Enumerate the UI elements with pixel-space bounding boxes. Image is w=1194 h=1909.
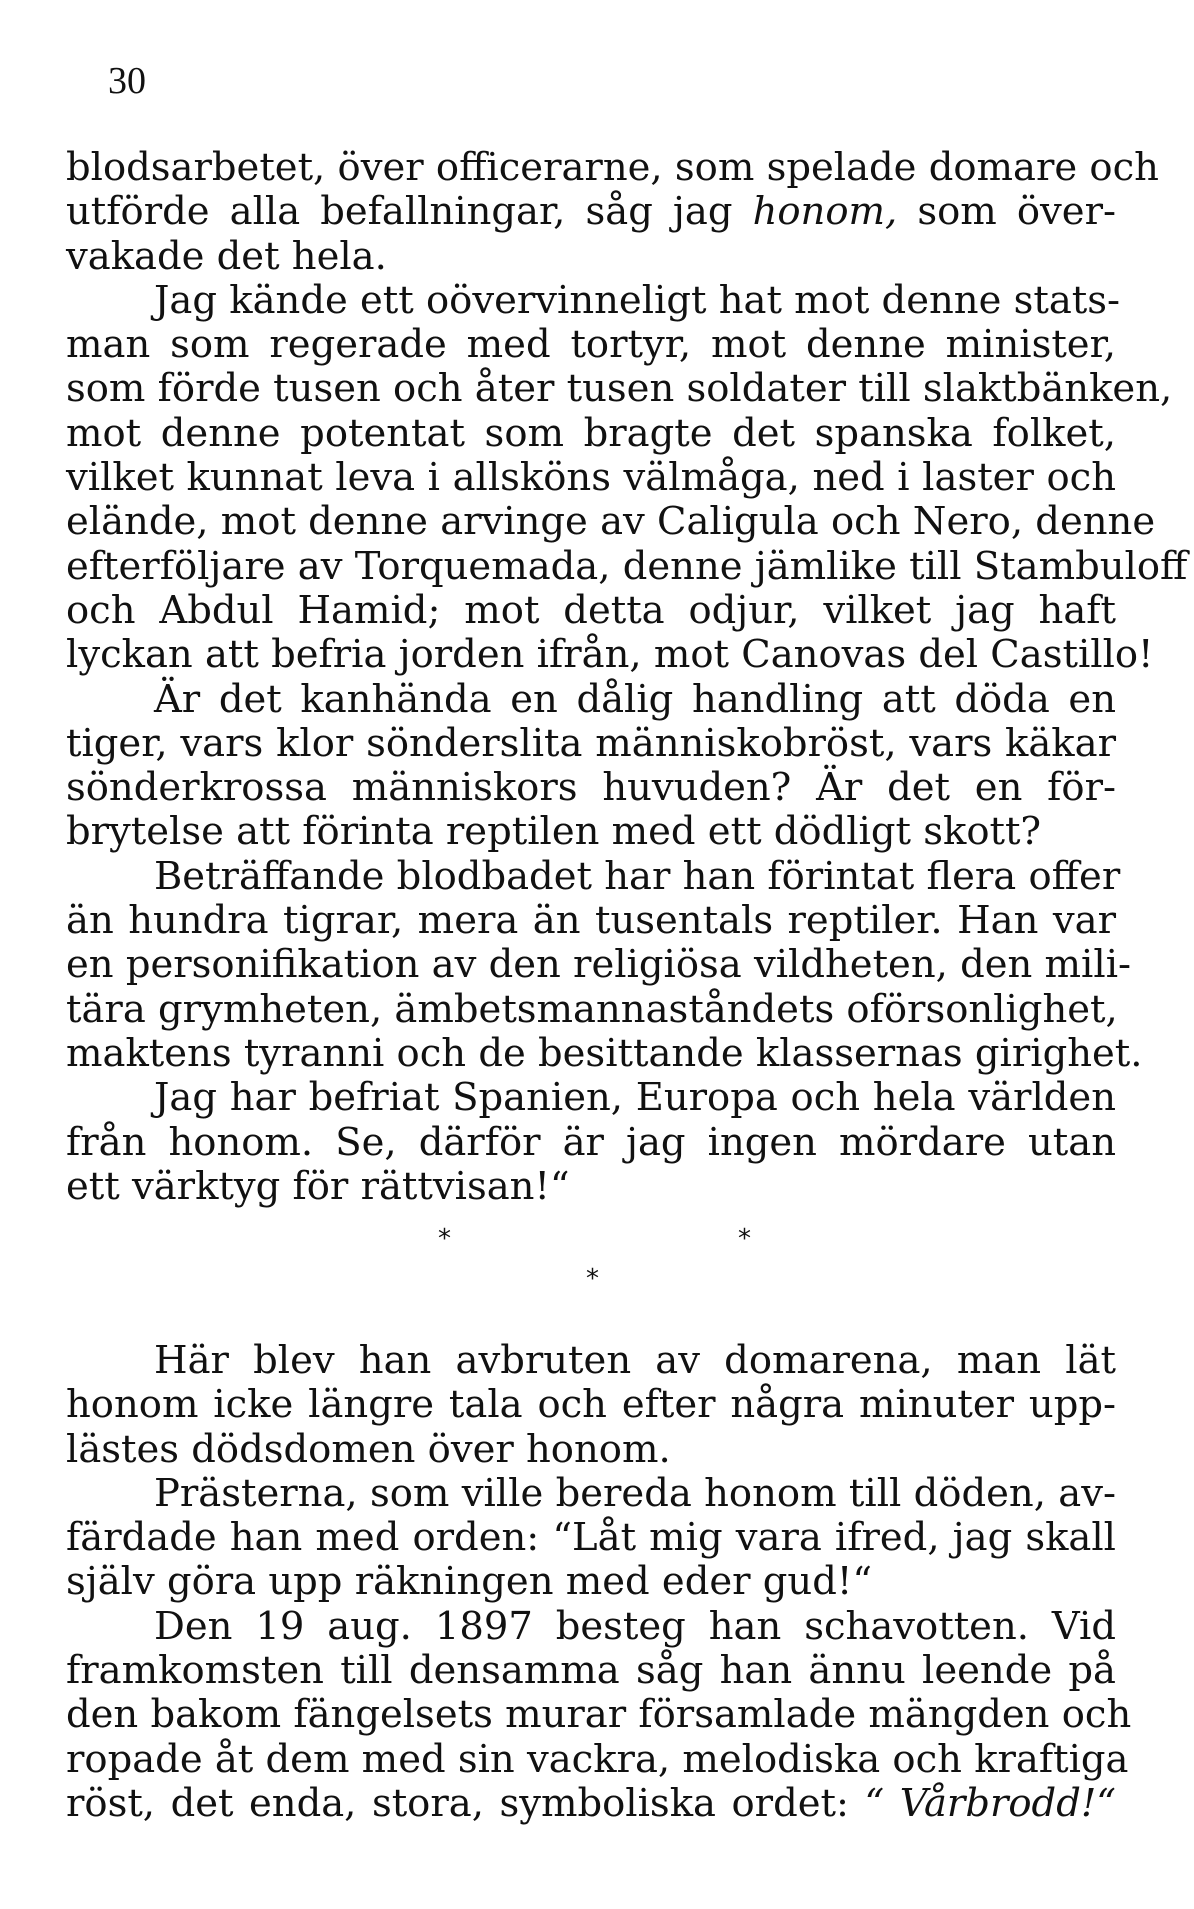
italic-word: honom, [752, 189, 898, 235]
paragraph-start-line: Beträffande blodbadet har han förintat flera offer [154, 853, 1121, 899]
text-line: honom icke längre tala och efter några minuter upp- [66, 1382, 1116, 1428]
text-line [66, 190, 1116, 234]
text-line: blodsarbetet, över officerarne, som spelade domare och [66, 145, 1159, 190]
paragraph-start-line: Är det kanhända en dålig handling att döda en [154, 676, 1116, 722]
text-line: och Abdul Hamid; mot detta odjur, vilket jag haft [66, 587, 1116, 633]
text-segment: som över- [897, 189, 1117, 235]
paragraph-start-line: Jag kände ett oövervinneligt hat mot denne stats- [154, 277, 1121, 323]
text-line: efterföljare av Torquemada, denne jämlike till Stambuloff [66, 543, 1188, 589]
text-line: själv göra upp räkningen med eder gud!“ [66, 1559, 873, 1605]
text-line: ropade åt dem med sin vackra, melodiska och kraftiga [66, 1736, 1129, 1782]
text-line: den bakom fängelsets murar församlade mängden och [66, 1692, 1132, 1738]
body-text-section-2 [66, 1338, 1132, 1826]
text-line: maktens tyranni och de besittande klassernas girighet. [66, 1030, 1143, 1076]
text-line: vilket kunnat leva i allsköns välmåga, ned i laster och [66, 455, 1116, 501]
text-line: från honom. Se, därför är jag ingen mördare utan [66, 1119, 1116, 1165]
text-line: mot denne potentat som bragte det spanska folket, [66, 410, 1116, 456]
italic-word: “ Vårbrodd!“ [864, 1780, 1116, 1826]
text-line: tära grymheten, ämbetsmannaståndets oförsonlighet, [66, 986, 1118, 1032]
text-line: lästes dödsdomen över honom. [66, 1426, 671, 1472]
text-line: lyckan att befria jorden ifrån, mot Canovas del Castillo! [66, 632, 1154, 678]
asterisk-icon: * [586, 1264, 599, 1294]
text-line: som förde tusen och åter tusen soldater till slaktbänken, [66, 366, 1173, 412]
text-line: vakade det hela. [66, 233, 387, 279]
page-number: 30 [108, 60, 146, 102]
body-text-section-1 [66, 145, 1188, 1209]
text-line: färdade han med orden: “Låt mig vara ifred, jag skall [66, 1515, 1116, 1561]
paragraph-start-line: Jag har befriat Spanien, Europa och hela världen [154, 1075, 1116, 1121]
text-line: ett värktyg för rättvisan!“ [66, 1163, 570, 1209]
text-line: man som regerade med tortyr, mot denne minister, [66, 322, 1116, 368]
text-line: tiger, vars klor sönderslita människobröst, vars käkar [66, 720, 1116, 766]
text-line: brytelse att förinta reptilen med ett dödligt skott? [66, 809, 1042, 855]
paragraph-start-line: Prästerna, som ville bereda honom till döden, av- [154, 1470, 1116, 1516]
text-line: än hundra tigrar, mera än tusentals reptiler. Han var [66, 898, 1116, 944]
paragraph-start-line: Här blev han avbruten av domarena, man lät [154, 1338, 1116, 1383]
text-line: elände, mot denne arvinge av Caligula och Nero, denne [66, 499, 1156, 545]
text-line [66, 1782, 1116, 1826]
text-line: sönderkrossa människors huvuden? Är det en för- [66, 765, 1116, 811]
paragraph-start-line: Den 19 aug. 1897 besteg han schavotten. Vid [154, 1603, 1116, 1649]
asterism-divider [0, 1224, 1194, 1294]
text-line: en personifikation av den religiösa vildheten, den mili- [66, 942, 1132, 988]
text-segment: utförde alla befallningar, såg jag [66, 189, 753, 235]
text-segment: röst, det enda, stora, symboliska ordet: [66, 1780, 865, 1826]
text-line: framkomsten till densamma såg han ännu leende på [66, 1648, 1116, 1694]
asterisk-icon: * [738, 1224, 751, 1254]
asterisk-icon: * [438, 1224, 451, 1254]
